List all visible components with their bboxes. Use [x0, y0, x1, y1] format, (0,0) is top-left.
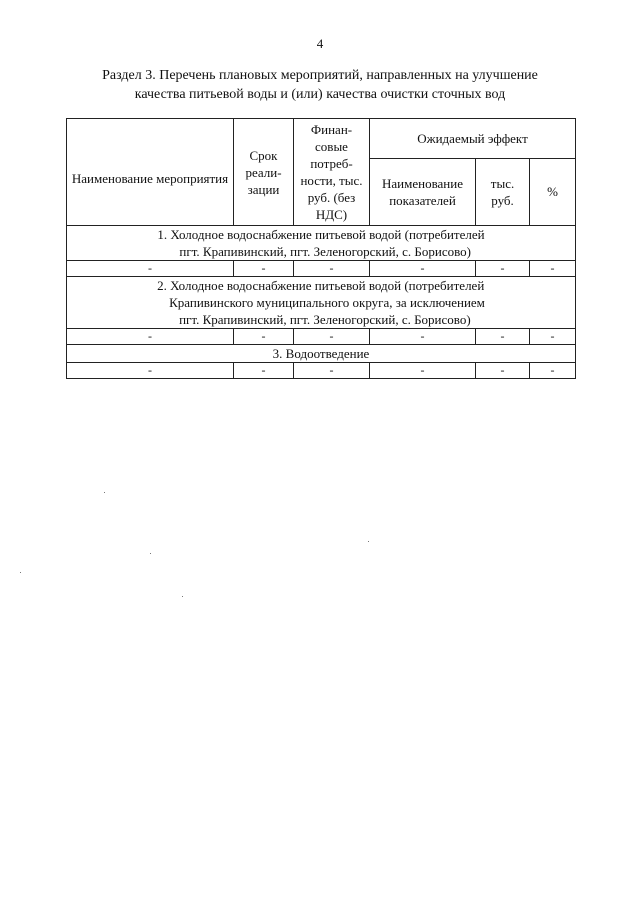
table-cell: -: [530, 363, 576, 379]
section-title-line-1: Раздел 3. Перечень плановых мероприятий, направленных на улучшение: [102, 68, 538, 83]
table-cell: -: [370, 261, 476, 277]
table-cell: -: [67, 363, 234, 379]
table-row: [67, 329, 576, 345]
scan-speck: [150, 553, 151, 554]
header-name: Наименование мероприятия: [67, 119, 234, 226]
table-cell: -: [530, 261, 576, 277]
group-2-line-1: 2. Холодное водоснабжение питьевой водой (потребителей: [157, 278, 485, 293]
header-effect: Ожидаемый эффект: [370, 119, 576, 159]
header-percent: %: [530, 158, 576, 225]
header-term: Срок реали-зации: [234, 119, 294, 226]
table-cell: -: [370, 363, 476, 379]
table-cell: -: [234, 363, 294, 379]
table-cell: -: [370, 329, 476, 345]
scan-speck: [20, 572, 21, 573]
header-thousand-rub: тыс. руб.: [476, 158, 530, 225]
table-cell: -: [476, 261, 530, 277]
group-1-line-2: пгт. Крапивинский, пгт. Зеленогорский, с. Борисово): [179, 244, 471, 259]
table-row: [67, 363, 576, 379]
table-cell: -: [476, 329, 530, 345]
plan-table: [66, 118, 576, 379]
table-cell: -: [67, 261, 234, 277]
table-cell: -: [234, 329, 294, 345]
group-2-line-2: Крапивинского муниципального округа, за исключением: [169, 295, 485, 310]
group-1-line-1: 1. Холодное водоснабжение питьевой водой (потребителей: [157, 227, 485, 242]
scan-speck: [104, 492, 105, 493]
table-cell: -: [476, 363, 530, 379]
table-cell: -: [294, 329, 370, 345]
group-heading-2: [67, 277, 576, 329]
group-2-line-3: пгт. Крапивинский, пгт. Зеленогорский, с. Борисово): [179, 312, 471, 327]
header-finance: Финан-совые потреб-ности, тыс. руб. (без НДС): [294, 119, 370, 226]
table-cell: -: [530, 329, 576, 345]
table-cell: -: [67, 329, 234, 345]
section-title-line-2: качества питьевой воды и (или) качества очистки сточных вод: [134, 87, 506, 102]
scan-speck: [368, 541, 369, 542]
table-row: [67, 261, 576, 277]
group-3-line-1: 3. Водоотведение: [272, 346, 370, 361]
table-cell: -: [294, 261, 370, 277]
group-heading-1: [67, 226, 576, 261]
header-indicator: Наименование показателей: [370, 158, 476, 225]
table-cell: -: [234, 261, 294, 277]
page-number: 4: [316, 36, 324, 51]
table-cell: -: [294, 363, 370, 379]
group-heading-3: [67, 345, 576, 363]
scan-speck: [182, 596, 183, 597]
section-title: [70, 66, 570, 104]
